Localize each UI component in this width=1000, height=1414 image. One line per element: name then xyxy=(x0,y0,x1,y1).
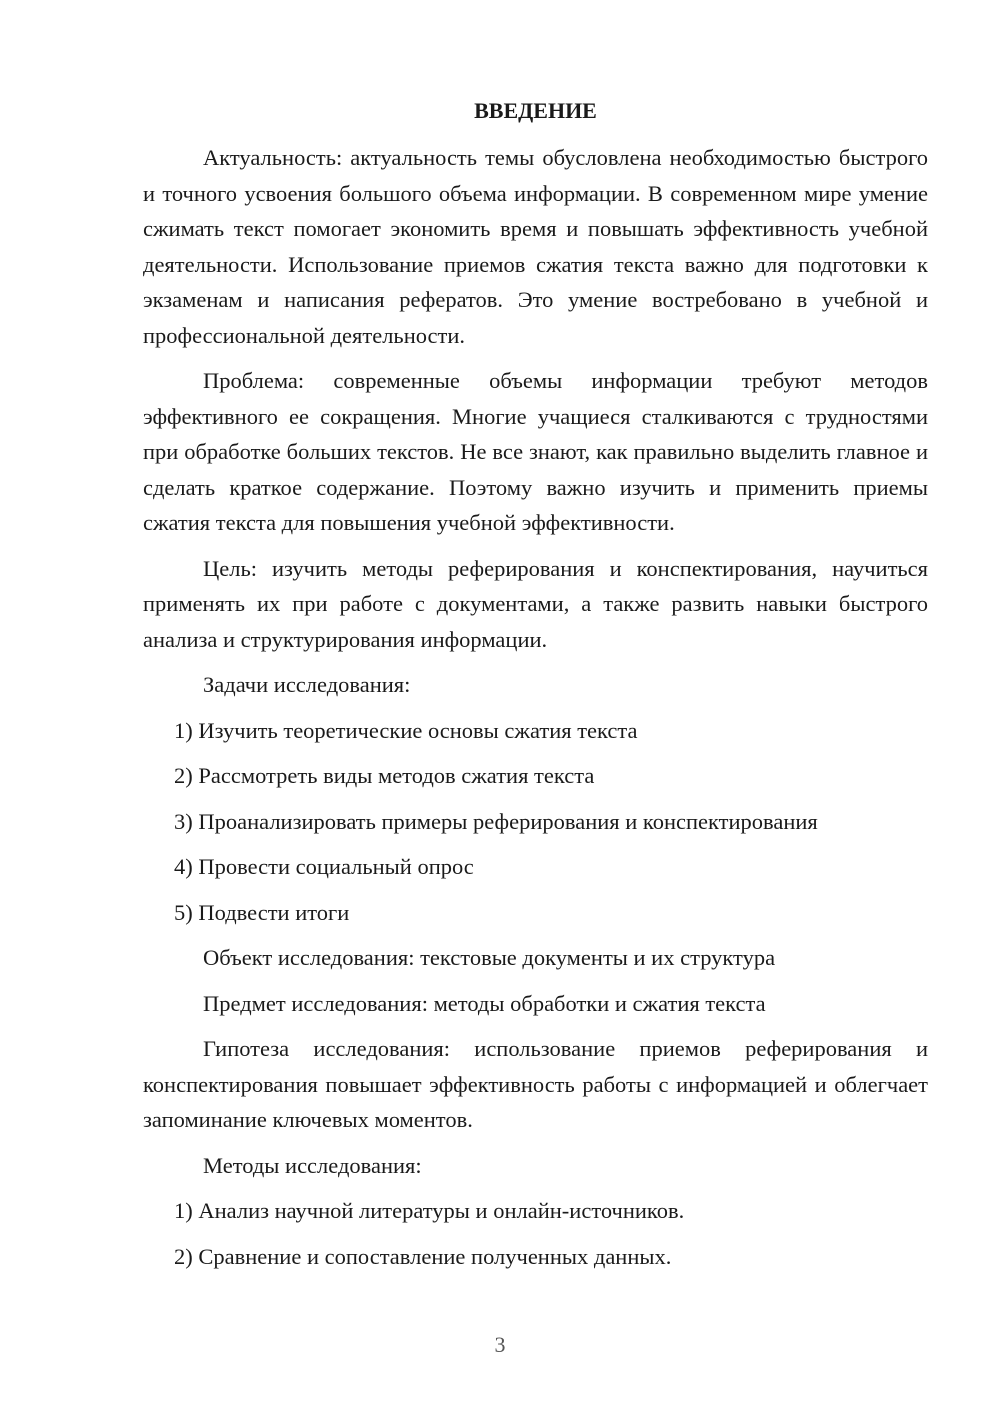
page-title: ВВЕДЕНИЕ xyxy=(474,98,597,123)
list-item: 1) Изучить теоретические основы сжатия текста xyxy=(174,717,638,743)
tasks-heading: Задачи исследования: xyxy=(203,672,411,697)
methods-heading: Методы исследования: xyxy=(203,1152,422,1178)
methods-list xyxy=(143,1193,928,1274)
list-item: 2) Сравнение и сопоставление полученных данных. xyxy=(174,1243,672,1269)
list-item: 1) Анализ научной литературы и онлайн-источников. xyxy=(174,1198,685,1223)
list-item: 5) Подвести итоги xyxy=(174,899,350,925)
subject-paragraph: Предмет исследования: методы обработки и сжатия текста xyxy=(203,990,766,1016)
relevance-paragraph: Актуальность: актуальность темы обусловлена необходимостью быстрого и точного усвоения большого объема информации. В современном мире умение сжимать текст помогает экономить время и повышать эффективность учебной деятельности. Использование приемов сжатия текста важно для подготовки к экзаменам и написания рефератов. Это умение востребовано в учебной и профессиональной деятельности. xyxy=(143,145,928,348)
page-number: 3 xyxy=(494,1332,506,1357)
object-paragraph: Объект исследования: текстовые документы и их структура xyxy=(203,945,776,970)
tasks-list xyxy=(143,713,928,931)
list-item: 3) Проанализировать примеры реферирования и конспектирования xyxy=(174,808,818,834)
problem-paragraph: Проблема: современные объемы информации требуют методов эффективного ее сокращения. Многие учащиеся сталкиваются с трудностями при обработке больших текстов. Не все знают, как правильно выделить главное и сделать краткое содержание. Поэтому важно изучить и применить приемы сжатия текста для повышения учебной эффективности. xyxy=(143,368,928,535)
list-item: 4) Провести социальный опрос xyxy=(174,854,474,879)
document-page xyxy=(143,94,928,1284)
goal-paragraph: Цель: изучить методы реферирования и конспектирования, научиться применять их при работе с документами, а также развить навыки быстрого анализа и структурирования информации. xyxy=(143,555,928,652)
hypothesis-paragraph: Гипотеза исследования: использование приемов реферирования и конспектирования повышает эффективность работы с информацией и облегчает запоминание ключевых моментов. xyxy=(143,1036,928,1132)
list-item: 2) Рассмотреть виды методов сжатия текста xyxy=(174,763,595,788)
